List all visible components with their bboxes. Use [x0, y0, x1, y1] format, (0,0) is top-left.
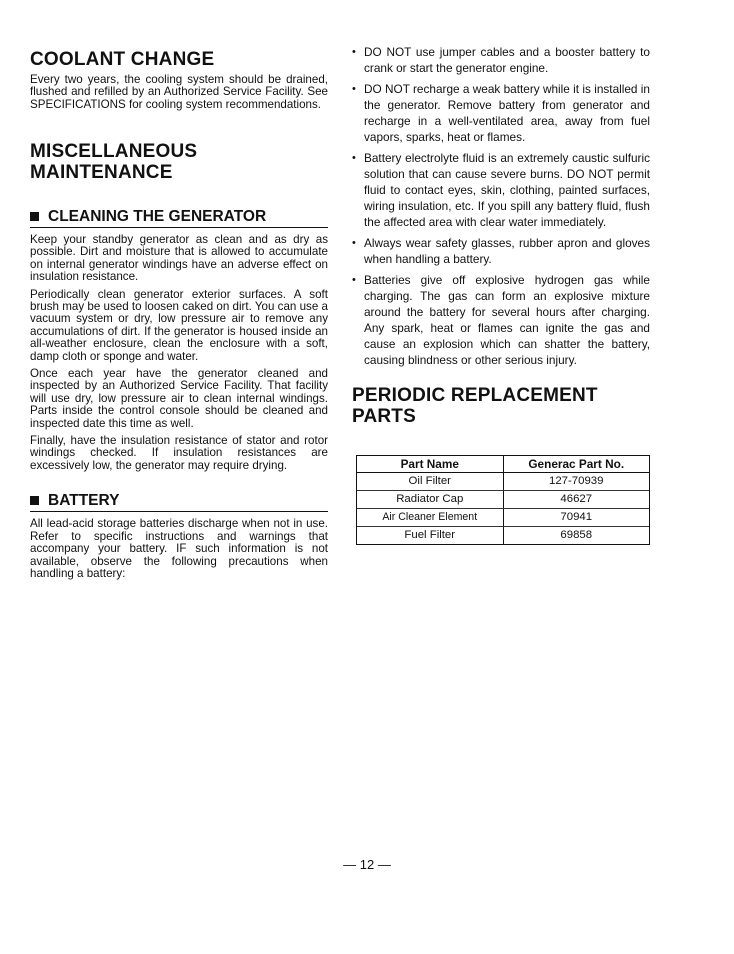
page-number: — 12 — [343, 857, 391, 872]
part-name-cell: Fuel Filter [357, 526, 503, 544]
table-header-row [357, 456, 649, 473]
right-column [352, 44, 650, 550]
cleaning-paragraph-4: Finally, have the insulation resistance of stator and rotor windings checked. If insulation resistances are excessively low, the generator may require drying. [30, 434, 328, 472]
square-bullet-icon [30, 496, 39, 505]
bullet-icon: • [352, 46, 356, 58]
column-header-part-name: Part Name [357, 456, 503, 473]
battery-precautions-list [352, 44, 650, 368]
list-item: • Always wear safety glasses, rubber apron and gloves when handling a battery. [352, 236, 650, 266]
table-row [357, 490, 649, 508]
periodic-replacement-heading: PERIODIC REPLACEMENT PARTS [352, 385, 598, 427]
square-bullet-icon [30, 212, 39, 221]
table-row [357, 508, 649, 526]
battery-subheading [30, 492, 328, 512]
left-column [30, 50, 328, 580]
cleaning-paragraph-3: Once each year have the generator cleaned and inspected by an Authorized Service Facility. That facility will use dry, low pressure air to clean internal windings. Parts inside the control console should be cleaned and inspected date this time as well. [30, 367, 328, 430]
part-number-cell: 70941 [503, 508, 649, 526]
cleaning-generator-title: CLEANING THE GENERATOR [48, 207, 267, 225]
list-item: • DO NOT use jumper cables and a booster battery to crank or start the generator engine. [352, 45, 650, 75]
part-name-cell: Air Cleaner Element [357, 508, 503, 526]
cleaning-generator-subheading [30, 208, 328, 228]
part-number-cell: 46627 [503, 490, 649, 508]
part-name-cell: Oil Filter [357, 472, 503, 490]
cleaning-paragraph-2: Periodically clean generator exterior surfaces. A soft brush may be used to loosen caked on dirt. You can use a vacuum system or dry, low pressure air to remove any accumulations of dirt. If the generator is housed inside an all-weather enclosure, clean the enclosure with a soft, damp cloth or sponge and water. [30, 287, 328, 363]
column-header-part-number: Generac Part No. [503, 456, 649, 473]
coolant-change-heading: COOLANT CHANGE [30, 49, 215, 70]
table-row [357, 526, 649, 544]
battery-title: BATTERY [48, 492, 120, 510]
bullet-icon: • [352, 237, 356, 249]
part-name-cell: Radiator Cap [357, 490, 503, 508]
bullet-icon: • [352, 274, 356, 286]
list-item: • DO NOT recharge a weak battery while it is installed in the generator. Remove battery from generator and recharge in a well-ventilated area, away from fuel vapors, sparks, heat or flames. [352, 82, 650, 144]
list-item: • Batteries give off explosive hydrogen gas while charging. The gas can form an explosive mixture around the battery for several hours after charging. Any spark, heat or flames can ignite the gas and cause an explosion which can shatter the battery, causing blindness or other serious injury. [352, 273, 650, 367]
replacement-parts-table [356, 455, 650, 545]
part-number-cell: 69858 [560, 529, 593, 542]
table-row [357, 472, 649, 490]
battery-intro-text: All lead-acid storage batteries discharge when not in use. Refer to specific instructions and warnings that accompany your battery. IF such information is not available, observe the following precautions when handling a battery: [30, 517, 328, 580]
coolant-change-text: Every two years, the cooling system should be drained, flushed and refilled by an Authorized Service Facility. See SPECIFICATIONS for cooling system recommendations. [30, 72, 328, 111]
bullet-icon: • [352, 83, 356, 95]
bullet-icon: • [352, 152, 356, 164]
list-item: • Battery electrolyte fluid is an extremely caustic sulfuric solution that can cause severe burns. DO NOT permit fluid to contact eyes, skin, clothing, painted surfaces, wiring insulation, etc. If you spill any battery fluid, flush the affected area with clear water immediately. [352, 151, 650, 229]
part-number-cell: 127-70939 [503, 472, 649, 490]
cleaning-paragraph-1: Keep your standby generator as clean and as dry as possible. Dirt and moisture that is allowed to accumulate on internal generator windings have an adverse effect on insulation resistance. [30, 232, 328, 284]
misc-maintenance-heading: MISCELLANEOUS MAINTENANCE [30, 141, 198, 183]
